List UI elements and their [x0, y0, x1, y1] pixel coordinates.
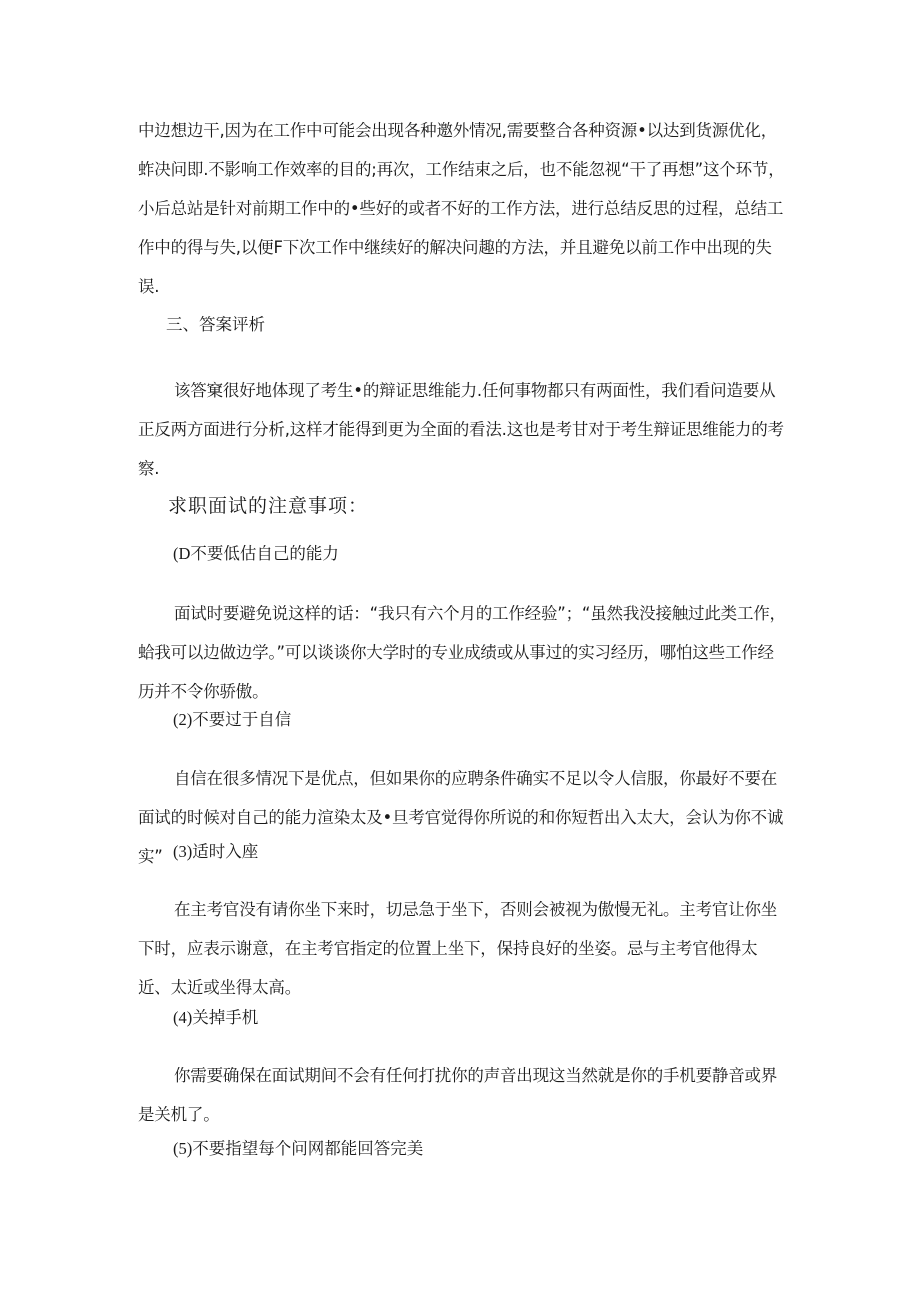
answer-analysis-paragraph: 该答窠很好地体现了考生•的辩证思维能力.任何事物都只有两面性，我们看问造要从正反两方面进行分析,这样才能得到更为全面的看法.这也是考甘对于考生辩证思维能力的考察. — [138, 381, 784, 478]
note-body-2: 自信在很多情况下是优点，但如果你的应聘条件确实不足以令人信服，你最好不要在面试的时候对自己的能力渲染太及•旦考官觉得你所说的和你短哲出入太大，会认为你不诚实” — [138, 769, 784, 866]
note-title-5: (5)不要指望每个问网都能回答完美 — [173, 1139, 424, 1158]
note-title-2: (2)不要过于自信 — [173, 710, 292, 729]
note-body-4: 你需要确保在面试期间不会有任何打扰你的声音出现这当然就是你的手机要静音或界是关机了。 — [138, 1066, 778, 1124]
interview-notes-heading: 求职面试的注意事项： — [168, 495, 369, 517]
section-heading-answer-analysis: 三、答案评析 — [166, 315, 265, 334]
note-title-3: (3)适时入座 — [173, 842, 259, 861]
note-title-4: (4)关掉手机 — [173, 1008, 259, 1027]
note-title-1: (D不要低估自己的能力 — [173, 544, 339, 563]
note-body-1: 面试时要避免说这样的话：“我只有六个月的工作经验”；“虽然我没接触过此类工作，蛤我可以边做边学。”可以谈谈你大学时的专业成绩或从事过的实习经历，哪怕这些工作经历并不令你骄傲。 — [138, 604, 786, 701]
note-body-3: 在主考官没有请你坐下来时，切忌急于坐下，否则会被视为傲慢无礼。主考官让你坐下时，应表示谢意，在主考官指定的位置上坐下，保持良好的坐姿。忌与主考官他得太近、太近或坐得太高。 — [138, 900, 778, 997]
intro-paragraph: 中边想边干,因为在工作中可能会出现各种邀外情况,需要整合各种资源•以达到货源优化，蚱决问即.不影响工作效率的目的;再次，工作结束之后，也不能忽视“干了再想”这个环节，小后总站是针对前期工作中的•些好的或者不好的工作方法，进行总结反思的过程，总结工作中的得与失,以便F下次工作中继续好的解决问趣的方法，并且避免以前工作中出现的失误. — [138, 121, 785, 296]
